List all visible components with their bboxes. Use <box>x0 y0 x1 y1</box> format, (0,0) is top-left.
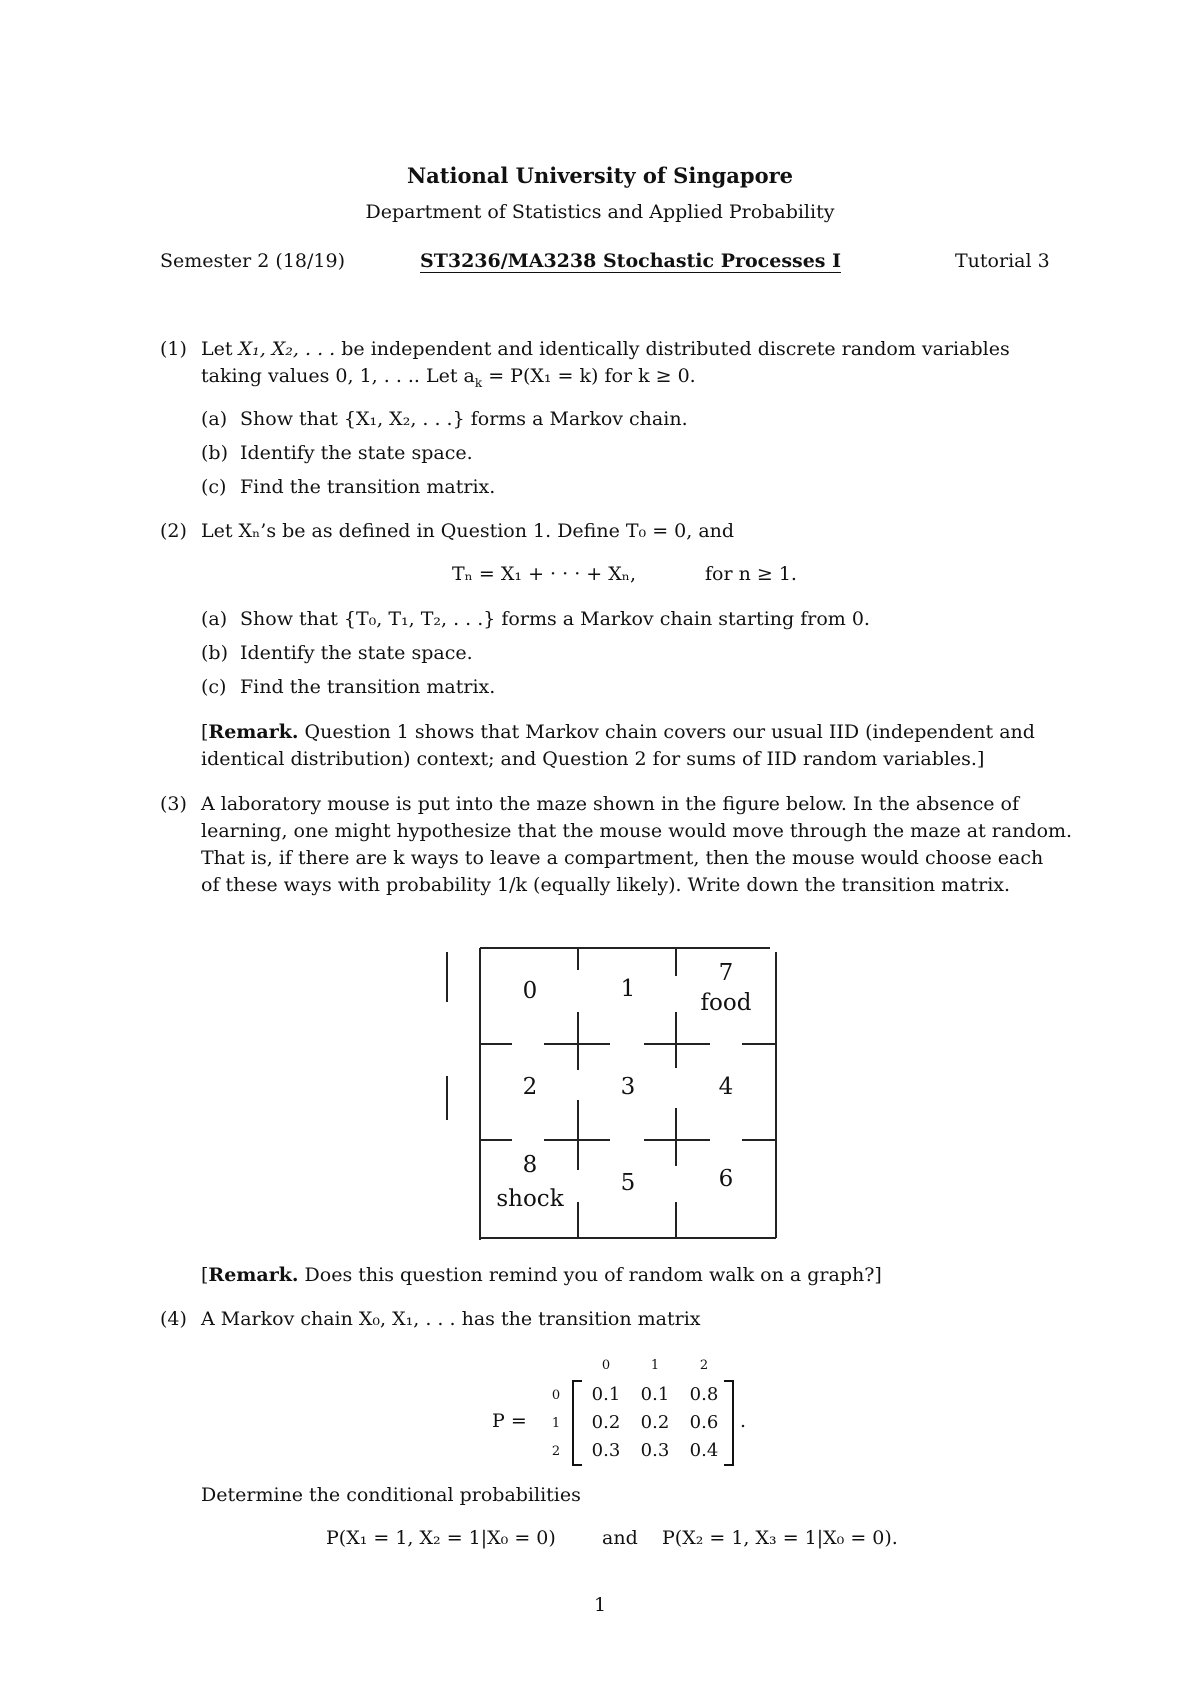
matrix-row-label: 2 <box>551 1444 561 1459</box>
maze-cell-3: 3 <box>620 1074 636 1100</box>
matrix-cell: 0.8 <box>689 1384 719 1405</box>
q3-remark-label: Remark. <box>208 1264 299 1286</box>
q1-c-text: Find the transition matrix. <box>240 476 496 498</box>
tutorial-label: Tutorial 3 <box>955 250 1050 272</box>
matrix-row-label: 0 <box>551 1388 561 1403</box>
q2-remark-line2: identical distribution) context; and Question 2 for sums of IID random variables.] <box>201 748 985 770</box>
q1-b-label: (b) <box>201 442 228 464</box>
q2-c-label: (c) <box>201 676 227 698</box>
q1-b-text: Identify the state space. <box>240 442 473 464</box>
q3-remark: [Remark. Does this question remind you of random walk on a graph?] <box>201 1264 882 1286</box>
q2-b-label: (b) <box>201 642 228 664</box>
matrix-col-label: 1 <box>650 1358 660 1373</box>
matrix-cell: 0.4 <box>689 1440 719 1461</box>
q3-line3: That is, if there are k ways to leave a compartment, then the mouse would choose each <box>201 847 1044 869</box>
q3-line1: A laboratory mouse is put into the maze shown in the figure below. In the absence of <box>201 793 1019 815</box>
matrix-label: P = <box>492 1410 527 1432</box>
department-title: Department of Statistics and Applied Probability <box>365 201 835 223</box>
q1-c-label: (c) <box>201 476 227 498</box>
q2-remark-line1: [Remark. Question 1 shows that Markov chain covers our usual IID (independent and <box>201 721 1035 743</box>
q2-a-label: (a) <box>201 608 228 630</box>
maze-cell-8: 8 <box>522 1152 538 1178</box>
page-number: 1 <box>593 1594 607 1616</box>
q4-line2: Determine the conditional probabilities <box>201 1484 581 1506</box>
matrix-cell: 0.3 <box>591 1440 621 1461</box>
q2-c-text: Find the transition matrix. <box>240 676 496 698</box>
matrix-cell: 0.1 <box>591 1384 621 1405</box>
q2-display-equation: Tₙ = X₁ + · · · + Xₙ, <box>452 563 637 585</box>
q1-a-text: Show that {X₁, X₂, . . .} forms a Markov chain. <box>240 408 688 430</box>
q2-a-text: Show that {T₀, T₁, T₂, . . .} forms a Markov chain starting from 0. <box>240 608 870 630</box>
maze-cell-5: 5 <box>620 1170 636 1196</box>
q4-and: and <box>602 1527 638 1549</box>
maze-cell-1: 1 <box>620 976 636 1002</box>
matrix-cell: 0.3 <box>640 1440 670 1461</box>
q3-line4: of these ways with probability 1/k (equally likely). Write down the transition matrix. <box>201 874 1011 896</box>
q3-number: (3) <box>160 793 187 815</box>
maze-cell-0: 0 <box>522 978 538 1004</box>
maze-cell-4: 4 <box>718 1074 734 1100</box>
matrix-cell: 0.6 <box>689 1412 719 1433</box>
semester-label: Semester 2 (18/19) <box>160 250 345 272</box>
maze-food-label: food <box>700 990 752 1016</box>
q4-prob1: P(X₁ = 1, X₂ = 1|X₀ = 0) <box>326 1527 556 1549</box>
matrix-period: . <box>740 1410 747 1432</box>
maze-cell-2: 2 <box>522 1074 538 1100</box>
maze-cell-7: 7 <box>718 960 734 986</box>
q1-line2: taking values 0, 1, . . .. Let $a_k = P(X_1 = k)$ for k ≥ 0. <box>201 365 696 390</box>
matrix-cell: 0.2 <box>640 1412 670 1433</box>
matrix-col-label: 2 <box>699 1358 709 1373</box>
matrix-cell: 0.1 <box>640 1384 670 1405</box>
q2-display-condition: for n ≥ 1. <box>705 563 797 585</box>
matrix-left-bracket <box>572 1380 582 1466</box>
q4-number: (4) <box>160 1308 187 1330</box>
matrix-col-label: 0 <box>601 1358 611 1373</box>
q1-line1: Let X₁, X₂, . . . be independent and identically distributed discrete random variables <box>201 338 1010 360</box>
matrix-row-label: 1 <box>551 1416 561 1431</box>
maze-shock-label: shock <box>496 1186 564 1212</box>
q4-line1: A Markov chain X₀, X₁, . . . has the transition matrix <box>201 1308 701 1330</box>
university-title: National University of Singapore <box>406 163 794 188</box>
maze-cell-6: 6 <box>718 1166 734 1192</box>
q3-line2: learning, one might hypothesize that the mouse would move through the maze at random. <box>201 820 1073 842</box>
course-title: ST3236/MA3238 Stochastic Processes I <box>420 250 841 272</box>
q1-a-label: (a) <box>201 408 228 430</box>
q2-line1: Let Xₙ’s be as defined in Question 1. Define T₀ = 0, and <box>201 520 735 542</box>
q2-b-text: Identify the state space. <box>240 642 473 664</box>
q2-remark-label: Remark. <box>208 721 299 743</box>
q2-number: (2) <box>160 520 187 542</box>
matrix-cell: 0.2 <box>591 1412 621 1433</box>
q1-number: (1) <box>160 338 187 360</box>
q4-prob2: P(X₂ = 1, X₃ = 1|X₀ = 0). <box>662 1527 898 1549</box>
